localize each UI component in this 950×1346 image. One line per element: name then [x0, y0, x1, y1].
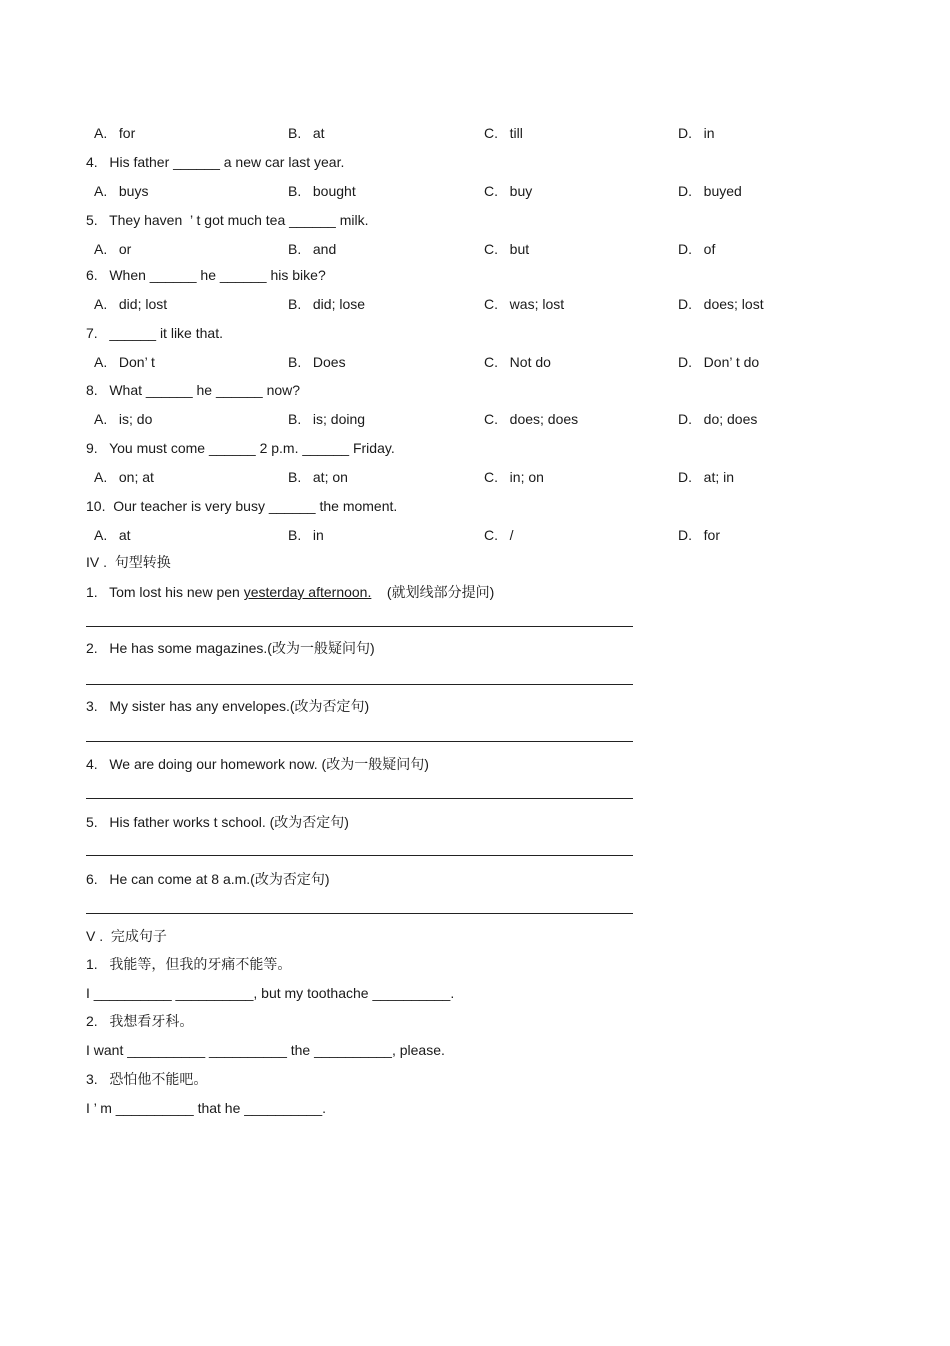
option-d: D. at; in — [678, 469, 735, 485]
option-b: B. bought — [288, 183, 356, 199]
question-stem: 10. Our teacher is very busy ______ the moment. — [86, 498, 398, 514]
transform-item — [86, 583, 494, 601]
english-fill-line[interactable]: I want __________ __________ the __________, please. — [86, 1042, 445, 1058]
transform-item: 3. My sister has any envelopes.(改为否定句) — [86, 698, 370, 714]
item-prefix: 1. Tom lost his new pen — [86, 584, 244, 600]
option-b: B. at — [288, 125, 325, 141]
option-c: C. but — [484, 241, 530, 257]
option-c: C. Not do — [484, 354, 551, 370]
option-d: D. does; lost — [678, 296, 764, 312]
answer-line[interactable] — [86, 855, 633, 856]
question-stem: 7. ______ it like that. — [86, 325, 223, 341]
option-d: D. buyed — [678, 183, 742, 199]
chinese-sentence: 1. 我能等，但我的牙痛不能等。 — [86, 956, 292, 972]
transform-item: 6. He can come at 8 a.m.(改为否定句) — [86, 871, 330, 887]
option-d: D. for — [678, 527, 721, 543]
answer-line[interactable] — [86, 798, 633, 799]
option-c: C. till — [484, 125, 523, 141]
option-b: B. Does — [288, 354, 346, 370]
answer-line[interactable] — [86, 741, 633, 742]
transform-item: 5. His father works t school. (改为否定句) — [86, 814, 349, 830]
option-a: A. on; at — [94, 469, 154, 485]
option-c: C. buy — [484, 183, 533, 199]
answer-line[interactable] — [86, 684, 633, 685]
option-c: C. does; does — [484, 411, 579, 427]
option-a: A. did; lost — [94, 296, 168, 312]
option-b: B. is; doing — [288, 411, 366, 427]
option-a: A. Don’ t — [94, 354, 155, 370]
option-a: A. for — [94, 125, 136, 141]
question-stem: 4. His father ______ a new car last year. — [86, 154, 345, 170]
option-b: B. at; on — [288, 469, 348, 485]
option-a: A. buys — [94, 183, 149, 199]
section-heading: V . 完成句子 — [86, 928, 167, 944]
question-stem: 6. When ______ he ______ his bike? — [86, 267, 326, 283]
chinese-sentence: 3. 恐怕他不能吧。 — [86, 1071, 208, 1087]
question-stem: 9. You must come ______ 2 p.m. ______ Friday. — [86, 440, 395, 456]
option-d: D. Don’ t do — [678, 354, 760, 370]
option-c: C. in; on — [484, 469, 544, 485]
answer-line[interactable] — [86, 913, 633, 914]
option-c: C. / — [484, 527, 514, 543]
option-d: D. do; does — [678, 411, 758, 427]
transform-item: 2. He has some magazines.(改为一般疑问句) — [86, 640, 375, 656]
option-b: B. and — [288, 241, 337, 257]
english-fill-line[interactable]: I __________ __________, but my toothache __________. — [86, 985, 455, 1001]
option-a: A. or — [94, 241, 132, 257]
option-a: A. at — [94, 527, 131, 543]
question-stem: 5. They haven ’ t got much tea ______ milk. — [86, 212, 369, 228]
option-d: D. in — [678, 125, 715, 141]
option-c: C. was; lost — [484, 296, 565, 312]
english-fill-line[interactable]: I ’ m __________ that he __________. — [86, 1100, 327, 1116]
question-stem: 8. What ______ he ______ now? — [86, 382, 301, 398]
option-b: B. did; lose — [288, 296, 366, 312]
option-a: A. is; do — [94, 411, 153, 427]
chinese-sentence: 2. 我想看牙科。 — [86, 1013, 194, 1029]
underlined-phrase: yesterday afternoon. — [243, 584, 372, 600]
transform-item: 4. We are doing our homework now. (改为一般疑问句) — [86, 756, 429, 772]
instruction: (就划线部分提问) — [371, 584, 495, 600]
section-heading: IV . 句型转换 — [86, 554, 171, 570]
option-d: D. of — [678, 241, 716, 257]
option-b: B. in — [288, 527, 324, 543]
answer-line[interactable] — [86, 626, 633, 627]
